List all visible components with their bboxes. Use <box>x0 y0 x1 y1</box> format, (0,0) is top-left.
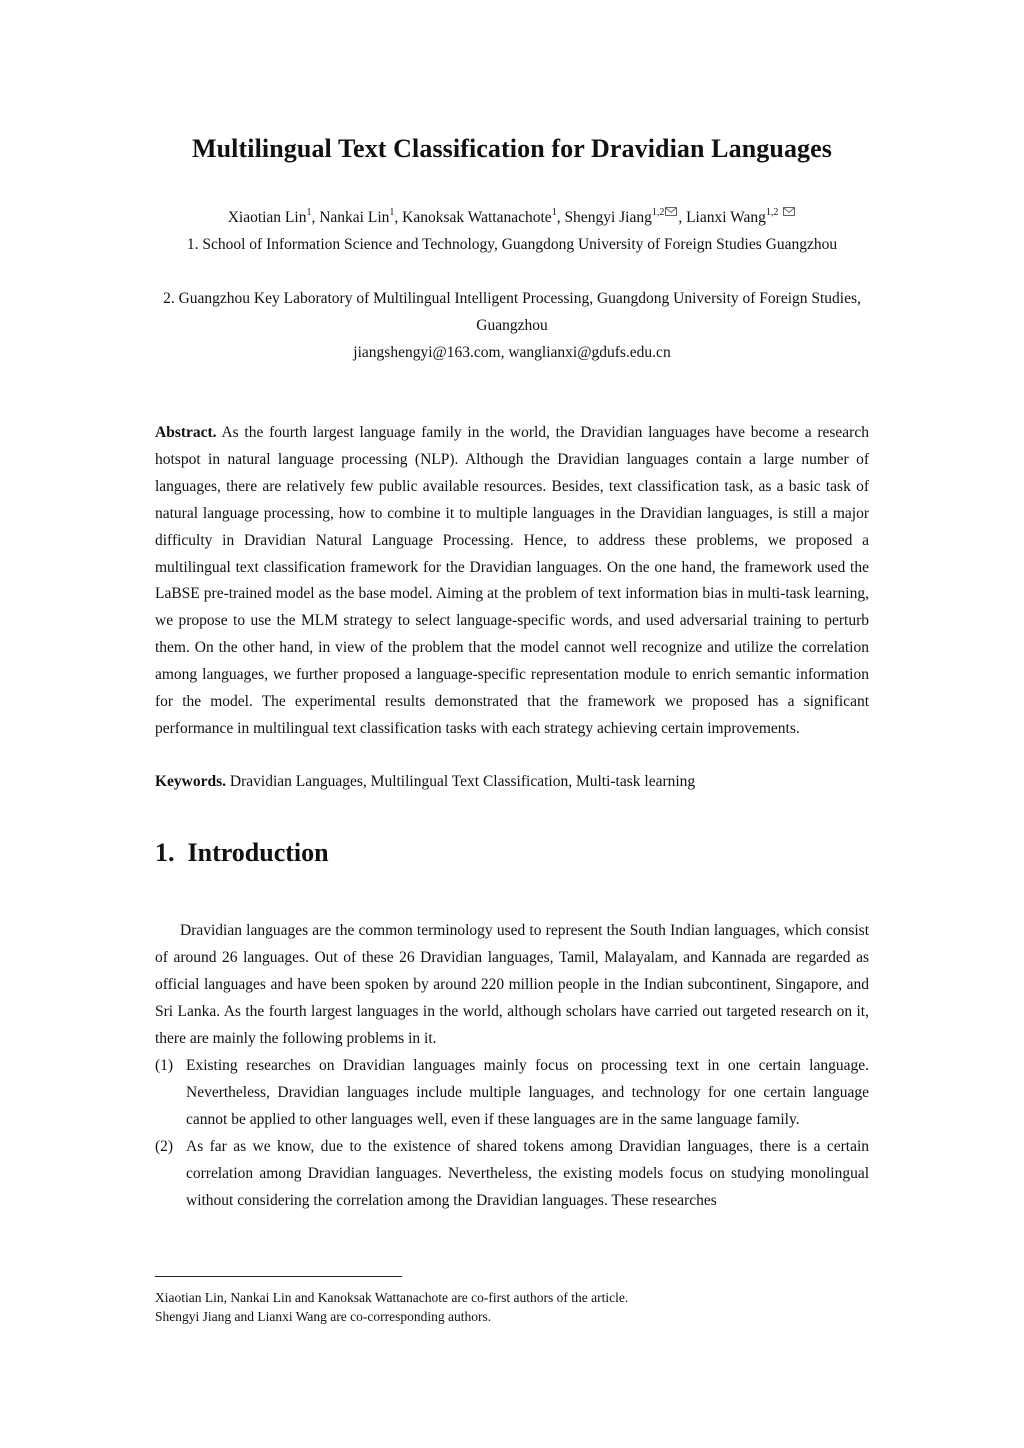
footnote-divider <box>155 1276 402 1277</box>
author: Nankai Lin$^1$, <box>319 207 403 226</box>
author: Xiaotian Lin$^1$, <box>227 207 320 226</box>
abstract-label: Abstract. <box>155 424 217 441</box>
footnote-corresponding: Shengyi Jiang and Lianxi Wang are co-corresponding authors. <box>155 1309 492 1324</box>
author: Lianxi Wang$^{1,2}$ <box>686 209 796 226</box>
list-item <box>155 1053 869 1134</box>
abstract <box>155 420 869 743</box>
paper-title: Multilingual Text Classification for Dravidian Languages <box>191 134 833 163</box>
keywords-label: Keywords. <box>155 773 227 790</box>
intro-paragraph: Dravidian languages are the common terminology used to represent the South Indian languages, which consist of around 26 languages. Out of these 26 Dravidian languages, Tamil, Malayalam, and Kannada are regarded as official languages and have been spoken by around 220 million people in the Indian subcontinent, Singapore, and Sri Lanka. As the fourth largest languages in the world, although scholars have carried out targeted research on it, there are mainly the following problems in it. <box>155 922 869 1047</box>
contact-emails: jiangshengyi@163.com, wanglianxi@gdufs.edu.cn <box>353 344 671 361</box>
list-item <box>155 1134 869 1215</box>
envelope-icon <box>783 207 795 216</box>
envelope-icon <box>665 207 677 216</box>
footnotes <box>155 1288 869 1326</box>
section-heading: 1. Introduction <box>155 838 329 867</box>
list-item-number: (1) <box>155 1057 174 1074</box>
footnote-co-first: Xiaotian Lin, Nankai Lin and Kanoksak Wattanachote are co-first authors of the article. <box>155 1290 629 1305</box>
abstract-text: As the fourth largest language family in the world, the Dravidian languages have become a research hotspot in natural language processing (NLP). Although the Dravidian languages contain a large number of languages, there are relatively few public available resources. Besides, text classification task, as a basic task of natural language processing, how to combine it to multiple languages in the Dravidian languages, is still a major difficulty in Dravidian Natural Language Processing. Hence, to address these problems, we proposed a multilingual text classification framework for the Dravidian languages. On the one hand, the framework used the LaBSE pre-trained model as the base model. Aiming at the problem of text information bias in multi-task learning, we propose to use the MLM strategy to select language-specific words, and used adversarial training to perturb them. On the other hand, in view of the problem that the model cannot well recognize and utilize the correlation among languages, we further proposed a language-specific representation module to enrich semantic information for the model. The experimental results demonstrated that the framework we proposed has a significant performance in multilingual text classification tasks with each strategy achieving certain improvements. <box>155 424 869 737</box>
affiliation-2: 2. Guangzhou Key Laboratory of Multilingual Intelligent Processing, Guangdong University of Foreign Studies, Guangzhou <box>163 290 861 334</box>
list-item-text: As far as we know, due to the existence of shared tokens among Dravidian languages, there is a certain correlation among Dravidian languages. Nevertheless, the existing models focus on studying monolingual without considering the correlation among the Dravidian languages. These researches <box>186 1137 869 1209</box>
list-item-text: Existing researches on Dravidian languages mainly focus on processing text in one certain language. Nevertheless, Dravidian languages include multiple languages, and technology for one certain language cannot be applied to other languages well, even if these languages are in the same language family. <box>186 1057 869 1128</box>
keywords-text: Dravidian Languages, Multilingual Text Classification, Multi-task learning <box>229 773 696 790</box>
keywords <box>155 769 869 796</box>
list-item-number: (2) <box>155 1137 174 1155</box>
author: Kanoksak Wattanachote$^1$, <box>402 207 565 226</box>
author: Shengyi Jiang$^{1,2}$ , <box>564 207 687 226</box>
problem-list <box>155 1053 869 1214</box>
author-list <box>0 204 1024 231</box>
affiliation-1: 1. School of Information Science and Technology, Guangdong University of Foreign Studies Guangzhou <box>186 236 838 253</box>
